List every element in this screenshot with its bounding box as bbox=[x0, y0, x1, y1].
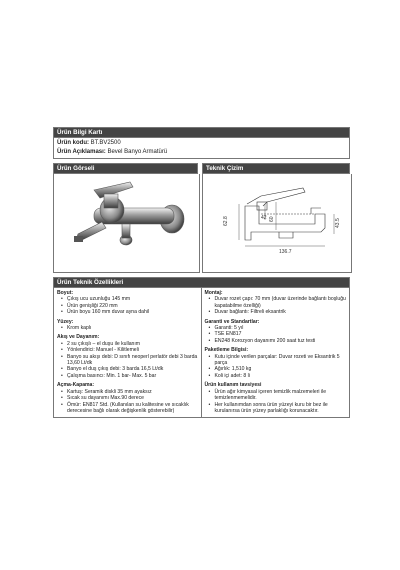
list-item: • Koli içi adet: 8 li bbox=[215, 373, 347, 379]
dim-60: 60 bbox=[269, 216, 275, 222]
list-item: • Ürün boyu 160 mm duvar ayna dahil bbox=[67, 309, 198, 315]
product-desc-value: Bevel Banyo Armatürü bbox=[107, 148, 168, 155]
list-item: • Sıcak su dayanımı Max.90 derece bbox=[67, 395, 198, 401]
list-item: • Ürün ağır kimyasal içeren temizlik malzemeleri ile temizlenmemelidir. bbox=[215, 389, 347, 402]
list-item: • Krom kaplı bbox=[67, 325, 198, 331]
product-card bbox=[53, 127, 350, 418]
section-heading: Boyut: bbox=[57, 290, 74, 296]
card-info bbox=[53, 138, 350, 159]
list-item: • Ağırlık: 1,510 kg bbox=[215, 366, 347, 372]
list-item: • Garanti: 5 yıl bbox=[215, 325, 347, 331]
image-panel-title: Ürün Görseli bbox=[53, 163, 198, 174]
product-code-row bbox=[57, 139, 346, 148]
image-panel bbox=[53, 163, 198, 273]
product-code-label: Ürün kodu: bbox=[57, 140, 89, 146]
dim-62-8: 62.8 bbox=[223, 216, 229, 226]
drawing-panel bbox=[202, 163, 350, 273]
list-item: • Çıkış ucu uzunluğu 145 mm bbox=[67, 296, 198, 302]
list-item: • 2 su çıkışlı – el duşu ile kullanım bbox=[67, 341, 198, 347]
list-item: • Kartuş: Seramik diskli 35 mm ayaksız bbox=[67, 389, 198, 395]
dim-42: 42 bbox=[261, 215, 267, 221]
list-item: • TSE EN817 bbox=[215, 331, 347, 337]
dim-43-5: 43.5 bbox=[335, 218, 341, 228]
list-item: • Her kullanımdan sonra ürün yüzeyi kuru bir bez ile kurulanırsa ürün yüzey parlaklığı korunacaktır. bbox=[215, 402, 347, 415]
list-item: • Ömür: EN817 Std. (Kullanılan su kalitesine ve sıcaklık derecesine bağlı olarak değişkenlik gösterebilir) bbox=[67, 402, 198, 415]
features-section bbox=[53, 277, 350, 418]
technical-drawing bbox=[202, 174, 352, 273]
list-item: • Duvar bağlantı: Filtreli eksantrik bbox=[215, 309, 347, 315]
list-item: • Banyo su akışı debi: D sınıfı neoperl perlatör debi 3 barda 13,60 Lt/dk bbox=[67, 354, 198, 367]
product-code-value: BT.BV2500 bbox=[90, 140, 121, 146]
list-item: • Ürün genişliği 220 mm bbox=[67, 303, 198, 309]
section-heading: Paketleme Bilgisi: bbox=[204, 347, 249, 354]
drawing-panel-title: Teknik Çizim bbox=[202, 163, 350, 174]
product-desc-label: Ürün Açıklaması: bbox=[57, 148, 106, 155]
product-desc-row bbox=[57, 148, 346, 157]
list-item: • Duvar rozet çapı: 70 mm (duvar üzerinde bağlantı boşluğu kapatabilme özelliği) bbox=[215, 296, 347, 309]
features-left-column bbox=[54, 288, 202, 417]
section-heading: Akış ve Dayanım: bbox=[57, 334, 100, 341]
section-heading: Açma-Kapama: bbox=[57, 382, 95, 389]
visual-row bbox=[53, 163, 350, 273]
card-header-box bbox=[53, 127, 350, 138]
list-item: • Banyo el duş çıkış debi: 3 barda 16,5 Lt/dk bbox=[67, 366, 198, 372]
list-item: • Yönlendirici: Manuel - Kilitlemeli bbox=[67, 347, 198, 353]
features-title: Ürün Teknik Özellikleri bbox=[54, 278, 349, 288]
list-item: • Kutu içinde verilen parçalar: Duvar rozeti ve Eksantrik 5 parça bbox=[215, 354, 347, 367]
list-item: • Çalışma basıncı: Min. 1 bar- Max. 5 bar bbox=[67, 373, 198, 379]
product-photo bbox=[53, 174, 200, 273]
section-heading: Ürün kullanım tavsiyesi bbox=[204, 382, 262, 389]
dim-136-7: 136.7 bbox=[279, 249, 292, 255]
features-right-column bbox=[202, 288, 350, 417]
list-item: • EN248 Korozyon dayanımı 200 saat tuz testi bbox=[215, 338, 347, 344]
section-heading: Yüzey: bbox=[57, 318, 74, 325]
section-heading: Garanti ve Standartlar: bbox=[204, 318, 260, 325]
section-heading: Montaj: bbox=[204, 290, 223, 296]
card-title: Ürün Bilgi Kartı bbox=[54, 128, 349, 137]
